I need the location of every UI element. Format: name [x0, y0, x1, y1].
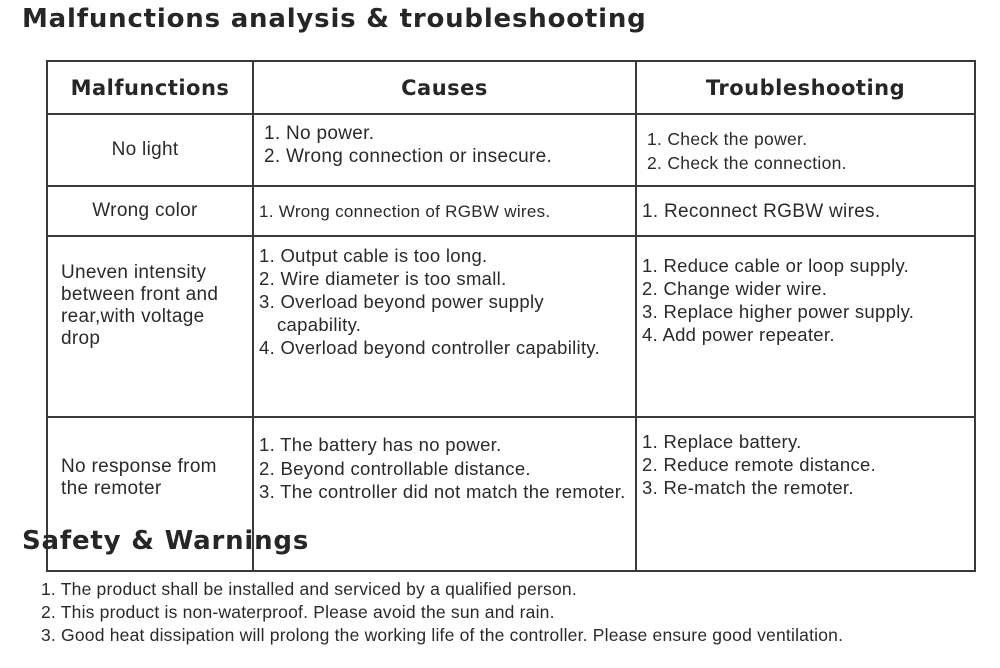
malfunction-cell: Wrong color: [47, 186, 253, 236]
section-title-safety: Safety & Warnings: [22, 526, 310, 556]
fix-item: 2. Check the connection.: [647, 153, 847, 173]
table-row: [47, 186, 975, 236]
causes-cell: [253, 186, 636, 236]
fixes-cell: [636, 236, 975, 417]
fix-item: 3. Replace higher power supply.: [642, 301, 915, 322]
table-row: [47, 236, 975, 417]
fix-item: 2. Reduce remote distance.: [642, 454, 877, 475]
column-header-malfunctions: Malfunctions: [47, 61, 253, 114]
column-header-causes: Causes: [253, 61, 636, 114]
cause-item: 1. No power.: [264, 123, 375, 144]
warning-item: 2. This product is non-waterproof. Please avoid the sun and rain.: [41, 602, 555, 622]
malfunction-cell: Uneven intensity between front and rear,with voltage drop: [47, 236, 253, 417]
cause-item: 3. The controller did not match the remoter.: [259, 481, 626, 502]
causes-cell: [253, 236, 636, 417]
column-header-troubleshooting: Troubleshooting: [636, 61, 975, 114]
cause-item: 2. Beyond controllable distance.: [259, 457, 531, 479]
safety-warnings-list: [41, 578, 941, 647]
section-title-malfunctions: Malfunctions analysis & troubleshooting: [22, 4, 647, 34]
malfunction-cell: No light: [47, 114, 253, 186]
cause-item: 2. Wrong connection or insecure.: [264, 146, 553, 167]
fix-item: 4. Add power repeater.: [642, 324, 835, 345]
cause-item: 2. Wire diameter is too small.: [259, 268, 507, 289]
cause-item: 1. Output cable is too long.: [259, 245, 488, 266]
table-header-row: [47, 61, 975, 114]
fix-item: 3. Re-match the remoter.: [642, 477, 854, 498]
fixes-cell: [636, 114, 975, 186]
malfunction-cell: No response from the remoter: [47, 417, 253, 571]
fix-item: 1. Reconnect RGBW wires.: [642, 200, 881, 222]
table-row: [47, 114, 975, 186]
warning-item: 3. Good heat dissipation will prolong the working life of the controller. Please ensure good ventilation.: [41, 625, 844, 645]
warning-item: 1. The product shall be installed and serviced by a qualified person.: [41, 579, 577, 599]
fix-item: 1. Replace battery.: [642, 431, 802, 452]
causes-cell: [253, 114, 636, 186]
cause-item: 3. Overload beyond power supply capability.: [259, 291, 544, 335]
cause-item: 1. Wrong connection of RGBW wires.: [259, 201, 551, 221]
causes-cell: [253, 417, 636, 571]
cause-item: 4. Overload beyond controller capability.: [259, 337, 601, 358]
troubleshooting-table: [46, 60, 976, 572]
fixes-cell: [636, 186, 975, 236]
fix-item: 1. Reduce cable or loop supply.: [642, 255, 910, 276]
fixes-cell: [636, 417, 975, 571]
fix-item: 2. Change wider wire.: [642, 278, 828, 299]
cause-item: 1. The battery has no power.: [259, 434, 502, 455]
fix-item: 1. Check the power.: [647, 129, 808, 149]
